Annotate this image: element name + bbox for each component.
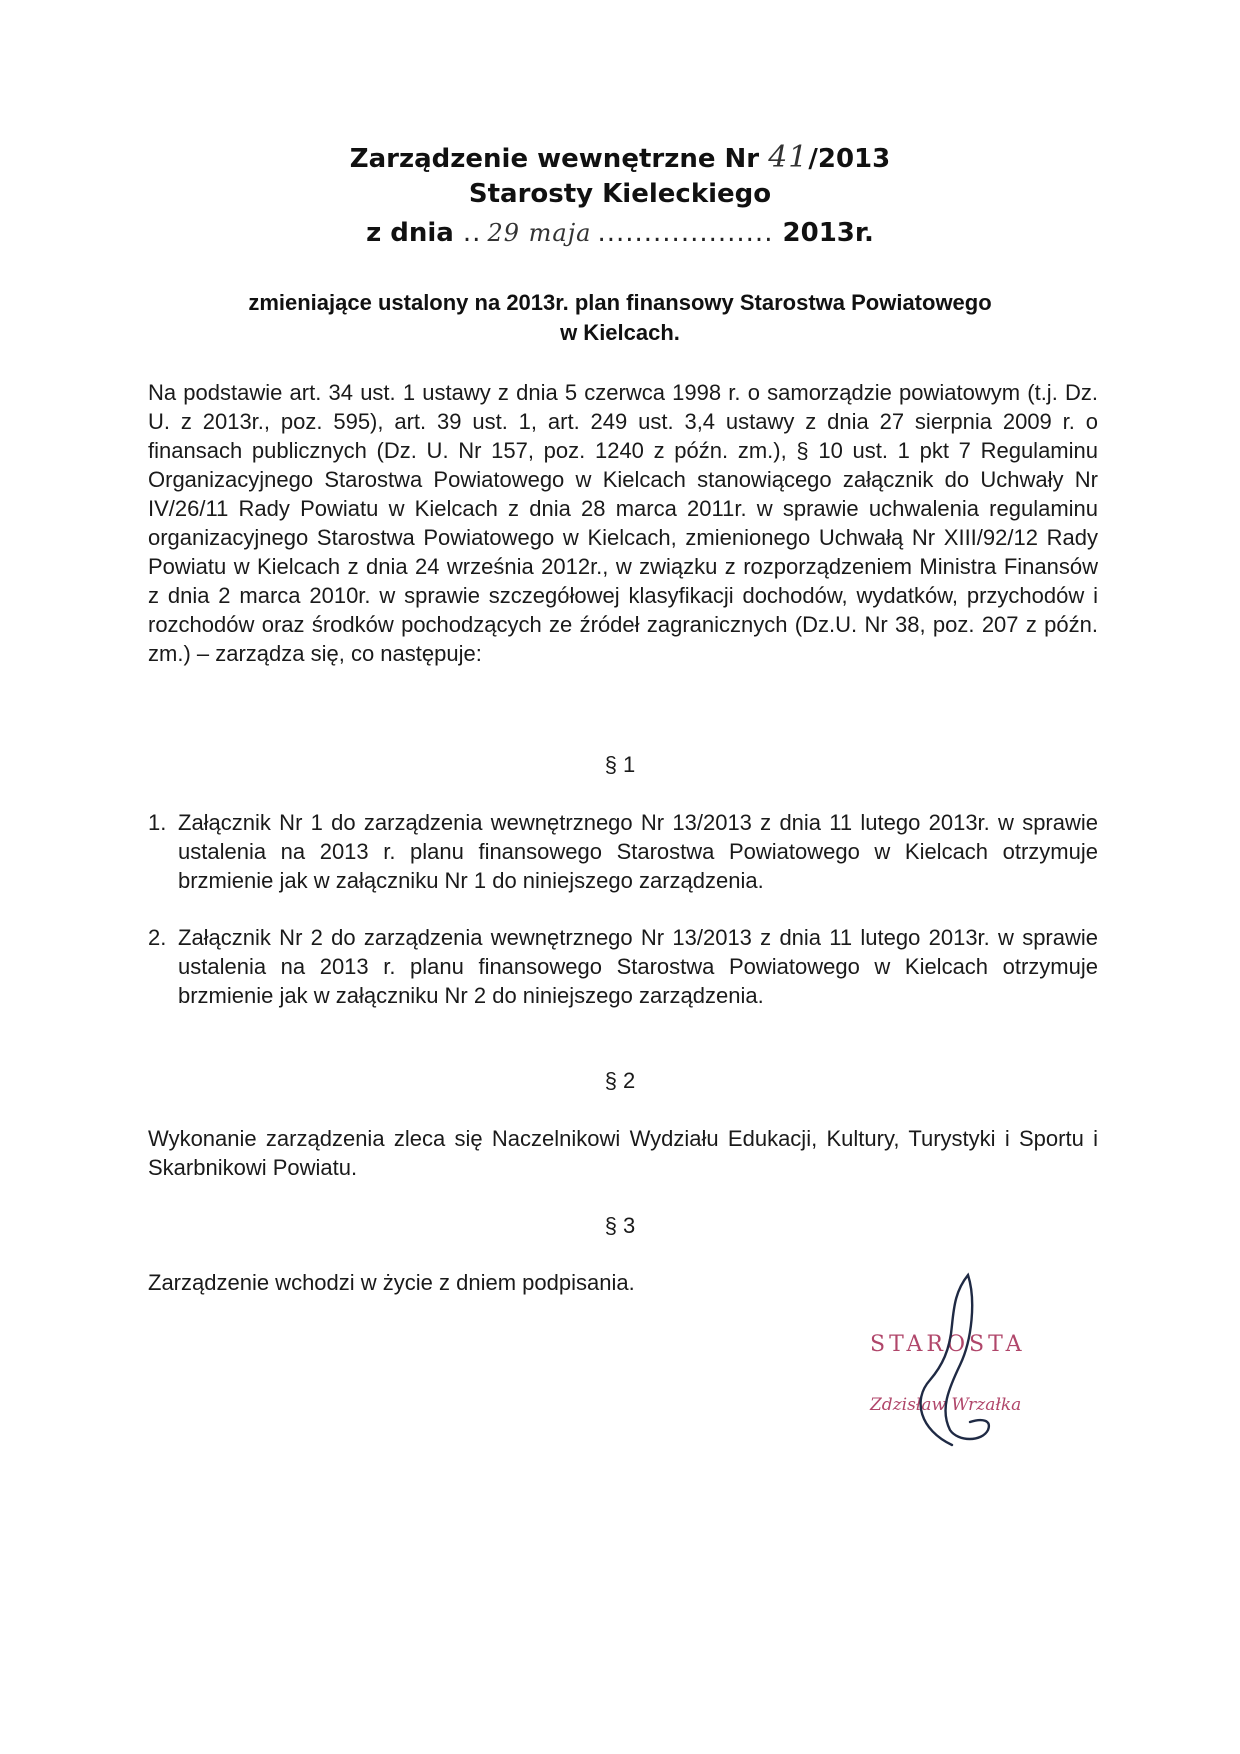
handwritten-number: 41	[768, 140, 809, 175]
subtitle-line-2: w Kielcach.	[560, 320, 680, 345]
section-1-heading: § 1	[604, 752, 636, 777]
stamp-name: Zdzisław Wrzałka	[870, 1395, 1022, 1415]
section-3-heading: § 3	[604, 1213, 636, 1238]
item-text: Załącznik Nr 2 do zarządzenia wewnętrznego Nr 13/2013 z dnia 11 lutego 2013r. w sprawie ustalenia na 2013 r. planu finansowego Starostwa Powiatowego w Kielcach otrzymuje brzmienie jak w załączniku Nr 2 do niniejszego zarządzenia.	[178, 925, 1098, 1008]
title-suffix: /2013	[808, 144, 891, 174]
date-dots-before: ..	[462, 218, 482, 248]
subtitle-line-1: zmieniające ustalony na 2013r. plan finansowy Starostwa Powiatowego	[248, 290, 992, 315]
section-2-heading: § 2	[604, 1068, 636, 1093]
item-text: Załącznik Nr 1 do zarządzenia wewnętrznego Nr 13/2013 z dnia 11 lutego 2013r. w sprawie ustalenia na 2013 r. planu finansowego Starostwa Powiatowego w Kielcach otrzymuje brzmienie jak w załączniku Nr 1 do niniejszego zarządzenia.	[178, 810, 1098, 893]
item-number: 2.	[148, 925, 167, 950]
document-title	[0, 140, 1240, 175]
section-3-text: Zarządzenie wchodzi w życie z dniem podpisania.	[148, 1270, 635, 1295]
document-subtitle	[0, 288, 1240, 348]
date-suffix: 2013r.	[782, 218, 874, 248]
section-1-item	[148, 808, 1098, 895]
stamp-title: STAROSTA	[870, 1332, 1026, 1357]
document-date	[0, 218, 1240, 248]
legal-basis-paragraph: Na podstawie art. 34 ust. 1 ustawy z dnia 5 czerwca 1998 r. o samorządzie powiatowym (t.j. Dz. U. z 2013r., poz. 595), art. 39 ust. 1, art. 249 ust. 3,4 ustawy z dnia 27 sierpnia 2009 r. o finansach publicznych (Dz. U. Nr 157, poz. 1240 z późn. zm.), § 10 ust. 1 pkt 7 Regulaminu Organizacyjnego Starostwa Powiatowego w Kielcach stanowiącego załącznik do Uchwały Nr IV/26/11 Rady Powiatu w Kielcach z dnia 28 marca 2011r. w sprawie uchwalenia regulaminu organizacyjnego Starostwa Powiatowego w Kielcach, zmienionego Uchwałą Nr XIII/92/12 Rady Powiatu w Kielcach z dnia 24 września 2012r., w związku z rozporządzeniem Ministra Finansów z dnia 2 marca 2010r. w sprawie szczegółowej klasyfikacji dochodów, wydatków, przychodów i rozchodów oraz środków pochodzących ze źródeł zagranicznych (Dz.U. Nr 38, poz. 207 z późn. zm.) – zarządza się, co następuje:	[148, 380, 1098, 666]
section-1-item	[148, 923, 1098, 1010]
title-prefix: Zarządzenie wewnętrzne Nr	[349, 144, 760, 174]
date-prefix: z dnia	[366, 218, 454, 248]
section-2-text: Wykonanie zarządzenia zleca się Naczelnikowi Wydziału Edukacji, Kultury, Turystyki i Sportu i Skarbnikowi Powiatu.	[148, 1126, 1098, 1180]
handwritten-date: 29 maja	[487, 219, 592, 247]
date-dots-after: ...................	[597, 218, 774, 248]
handwritten-signature-icon	[860, 1270, 1060, 1450]
item-number: 1.	[148, 810, 167, 835]
issuer: Starosty Kieleckiego	[468, 179, 772, 209]
starosta-stamp	[860, 1270, 1060, 1450]
